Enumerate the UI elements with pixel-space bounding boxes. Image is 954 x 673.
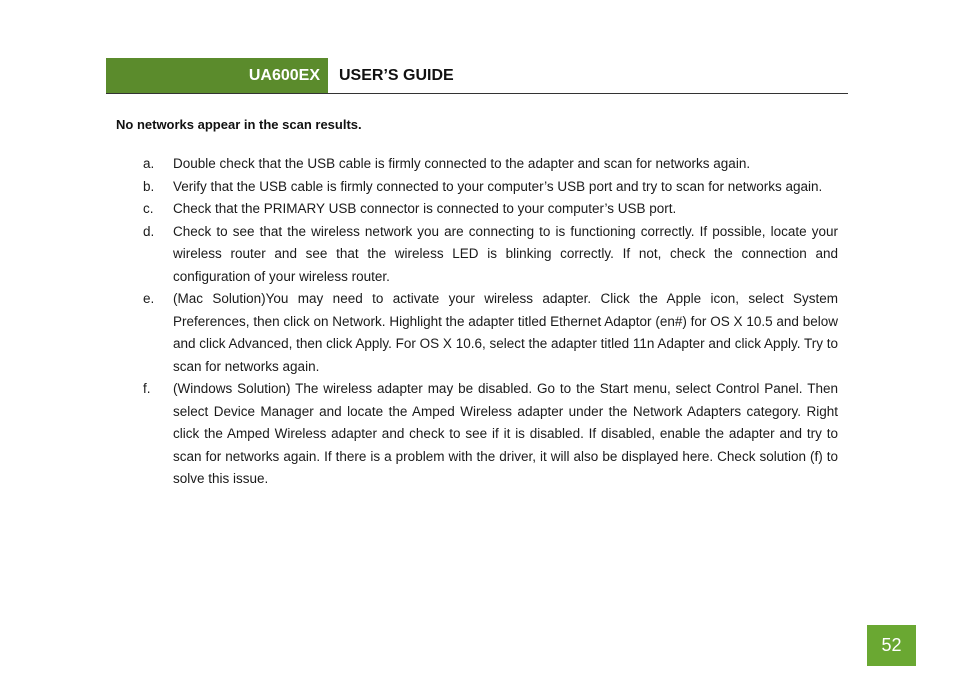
list-item-text: (Windows Solution) The wireless adapter may be disabled. Go to the Start menu, select Control Panel. Then select Device Manager and locate the Amped Wireless adapter under the Network Adapters category. Right click the Amped Wireless adapter and check to see if it is disabled. If disabled, enable the adapter and try to scan for networks again. If there is a problem with the driver, it will also be displayed here. Check solution (f) to solve this issue. [173, 381, 838, 486]
list-item [143, 176, 838, 199]
list-item-text: Check that the PRIMARY USB connector is connected to your computer’s USB port. [173, 201, 677, 216]
list-marker: d. [143, 223, 155, 239]
list-item [143, 198, 838, 221]
page-number: 52 [867, 625, 916, 666]
list-item-text: Double check that the USB cable is firmly connected to the adapter and scan for networks again. [173, 156, 751, 171]
list-item [143, 153, 838, 176]
section-heading: No networks appear in the scan results. [116, 117, 362, 132]
list-item [143, 378, 838, 491]
list-item-text: Check to see that the wireless network you are connecting to is functioning correctly. If possible, locate your wireless router and see that the wireless LED is blinking correctly. If not, check the connection and configuration of your wireless router. [173, 223, 838, 284]
list-item-text: (Mac Solution)You may need to activate your wireless adapter. Click the Apple icon, select System Preferences, then click on Network. Highlight the adapter titled Ethernet Adaptor (en#) for OS X 10.5 and below and click Advanced, then click Apply. For OS X 10.6, select the adapter titled 11n Adapter and click Apply. Try to scan for networks again. [173, 291, 838, 374]
list-marker: e. [143, 291, 155, 306]
list-marker: b. [143, 178, 155, 194]
list-marker: f. [143, 381, 151, 396]
header-model-label [106, 58, 328, 93]
list-item-text: Verify that the USB cable is firmly connected to your computer’s USB port and try to scan for networks again. [173, 178, 823, 194]
header-divider [106, 93, 848, 94]
model-name: UA600EX [248, 66, 320, 84]
list-marker: c. [143, 201, 154, 216]
list-item [143, 288, 838, 378]
troubleshooting-steps [143, 153, 838, 491]
list-item [143, 221, 838, 289]
list-marker: a. [143, 156, 155, 171]
document-title: USER’S GUIDE [339, 66, 454, 84]
